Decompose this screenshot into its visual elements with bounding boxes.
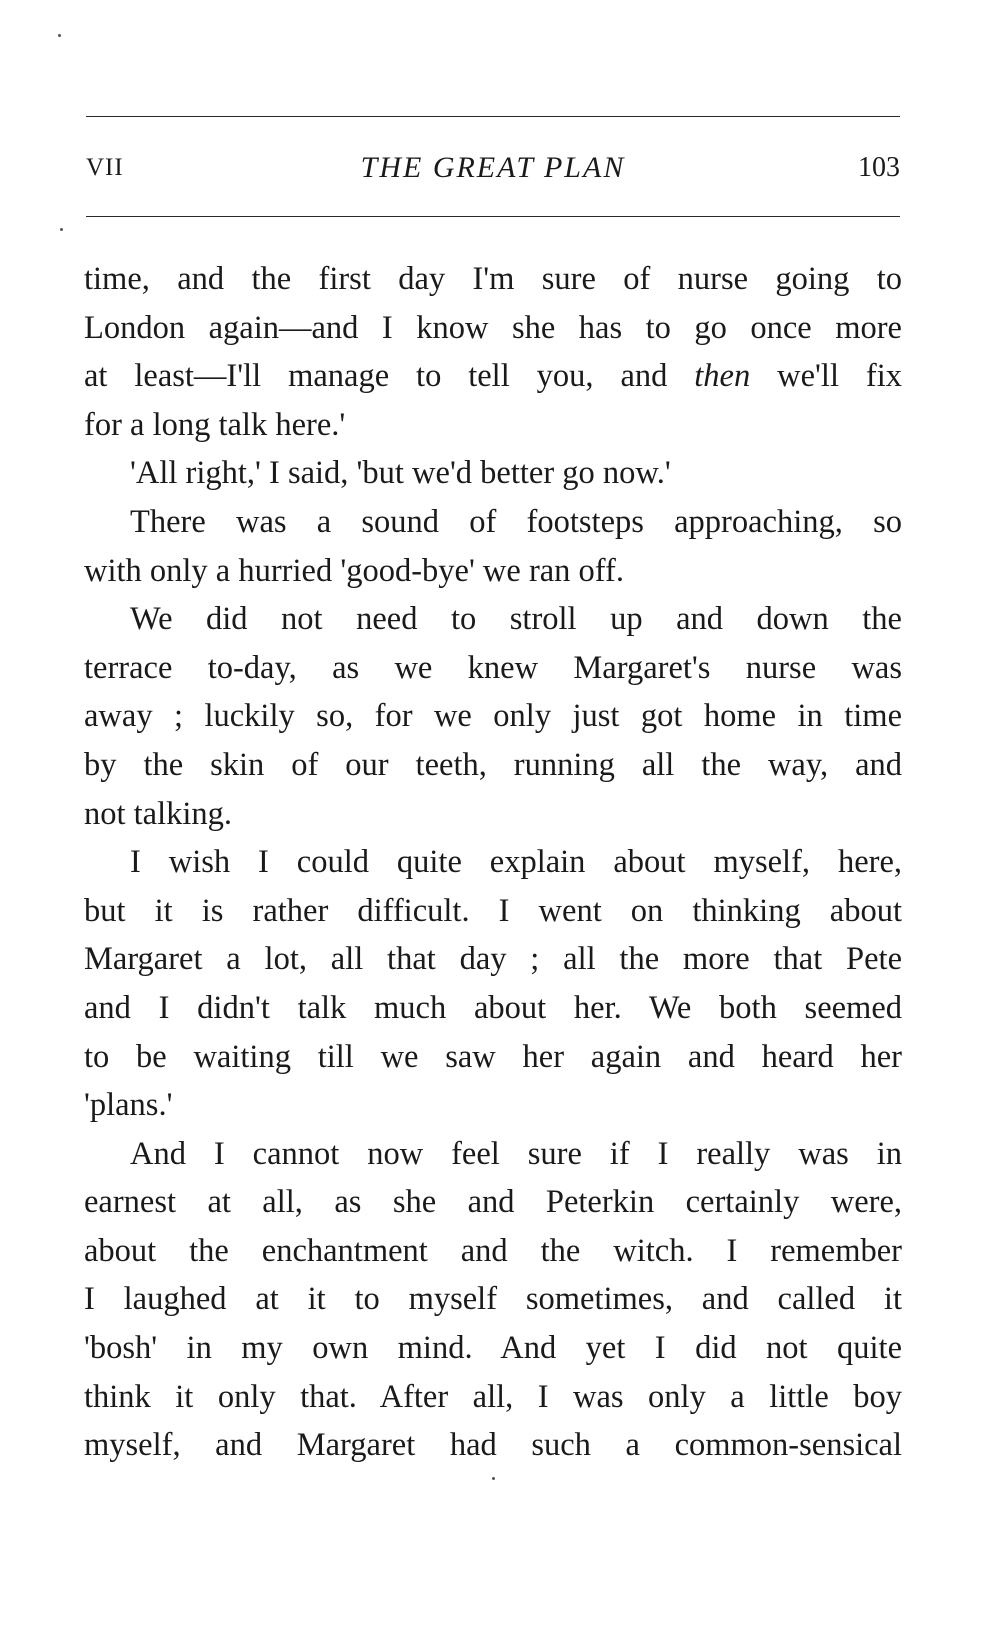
text-line: but it is rather difficult. I went on thinking about (84, 892, 902, 929)
text-line: We did not need to stroll up and down the (130, 601, 902, 638)
ink-speck (60, 228, 63, 231)
running-header (86, 148, 900, 188)
text-line: 'bosh' in my own mind. And yet I did not quite (84, 1330, 902, 1367)
paragraph (84, 595, 902, 838)
text-line: London again—and I know she has to go once more (84, 309, 902, 346)
header-rule-top (86, 116, 900, 117)
emphasis-text: then (694, 358, 751, 395)
text-line: terrace to-day, as we knew Margaret's nurse was (84, 649, 902, 686)
text-line: about the enchantment and the witch. I remember (84, 1232, 902, 1269)
running-title: THE GREAT PLAN (360, 151, 626, 184)
header-rule-bottom (86, 216, 900, 217)
text-line: for a long talk here.' (84, 406, 346, 443)
text-line: time, and the first day I'm sure of nurse going to (84, 261, 902, 297)
text-line (84, 352, 902, 401)
text-line: And I cannot now feel sure if I really was in (130, 1135, 902, 1172)
page-number: 103 (858, 152, 900, 183)
text-line: myself, and Margaret had such a common-sensical (84, 1427, 902, 1464)
ink-speck (492, 1477, 495, 1480)
text-run: at least—I'll manage to tell you, and (84, 358, 695, 395)
text-line: 'All right,' I said, 'but we'd better go now.' (130, 455, 671, 492)
text-line: 'plans.' (84, 1087, 173, 1124)
text-line: by the skin of our teeth, running all the way, and (84, 746, 902, 783)
chapter-number: VII (86, 154, 124, 181)
paragraph (84, 1130, 902, 1470)
text-line: not talking. (84, 795, 233, 832)
text-line: There was a sound of footsteps approaching, so (130, 503, 902, 540)
text-line: away ; luckily so, for we only just got home in time (84, 698, 902, 735)
text-line: with only a hurried 'good-bye' we ran off. (84, 552, 624, 589)
paragraph (84, 449, 902, 498)
body-text (84, 255, 902, 1470)
text-line: earnest at all, as she and Peterkin certainly were, (84, 1184, 902, 1221)
paragraph (84, 498, 902, 595)
text-line: and I didn't talk much about her. We both seemed (84, 989, 902, 1026)
text-line: to be waiting till we saw her again and heard her (84, 1038, 902, 1075)
text-run: we'll fix (750, 358, 902, 395)
ink-speck (58, 34, 61, 37)
paragraph (84, 255, 902, 449)
text-line: I wish I could quite explain about myself, here, (130, 844, 902, 881)
text-line: Margaret a lot, all that day ; all the more that Pete (84, 941, 902, 978)
text-line: I laughed at it to myself sometimes, and called it (84, 1281, 902, 1318)
text-line: think it only that. After all, I was only a little boy (84, 1378, 902, 1415)
paragraph (84, 838, 902, 1130)
